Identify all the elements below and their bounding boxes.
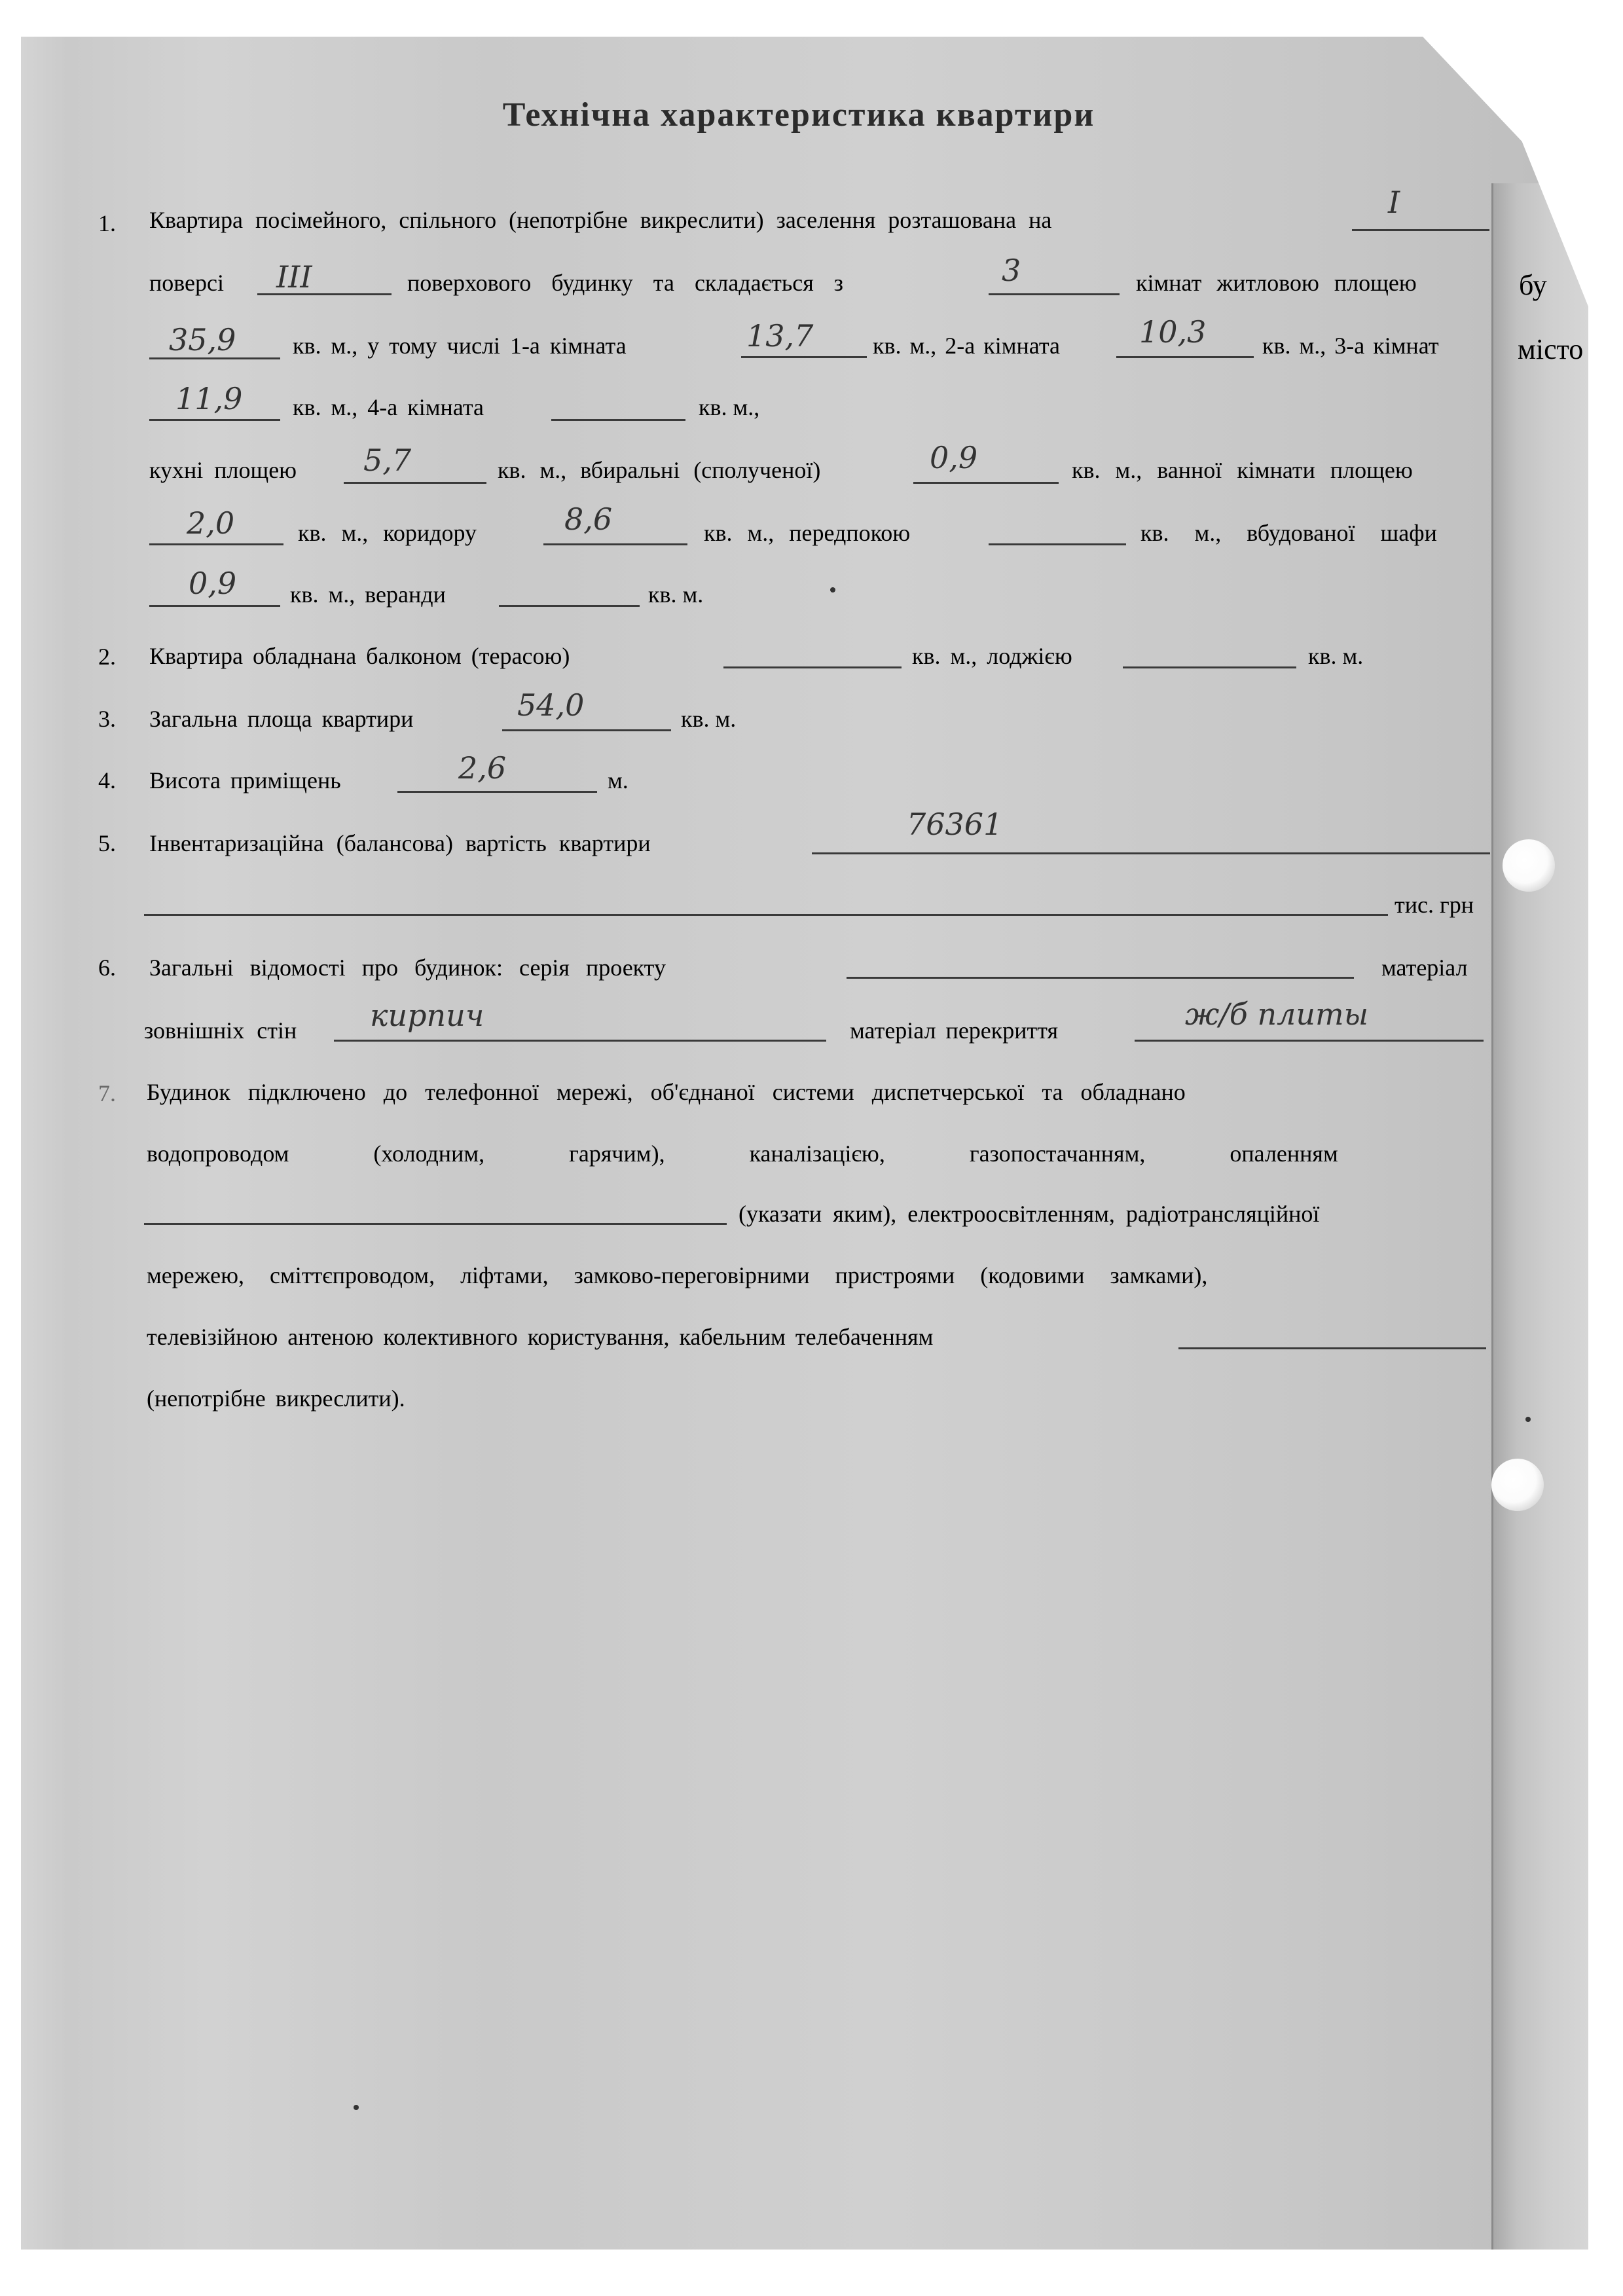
value-bath: 2,0	[187, 505, 235, 541]
field-room3	[149, 419, 280, 421]
item7-line6: (непотрібне викреслити).	[147, 1385, 405, 1412]
value-room2: 10,3	[1139, 314, 1207, 350]
value-storeys: III	[276, 259, 312, 295]
value-rooms: 3	[1002, 253, 1021, 288]
value-closet: 0,9	[189, 566, 237, 601]
field-loggia	[1123, 666, 1296, 668]
item7-line5: телевізійною антеною колективного користування, кабельним телебаченням	[147, 1324, 934, 1350]
field-hall	[989, 543, 1126, 545]
item1-label-room2: кв. м., 2-а кімната	[873, 333, 1060, 359]
item2-label-unit: кв. м.	[1308, 643, 1364, 669]
page-title: Технічна характеристика квартири	[502, 96, 1095, 134]
item7-line1: Будинок підключено до телефонної мережі, об'єднаної системи диспетчерської та обладнано	[147, 1079, 1186, 1105]
value-room3: 11,9	[175, 381, 243, 416]
field-floor	[1352, 229, 1489, 231]
field-floors	[1135, 1040, 1484, 1042]
item1-label-toilet: кв. м., вбиральні (сполученої)	[498, 457, 821, 483]
value-corridor: 8,6	[564, 501, 613, 537]
field-kitchen	[344, 482, 486, 484]
item1-label-poversi: поверсі	[149, 270, 225, 296]
specks	[1525, 1417, 1531, 1422]
value-kitchen: 5,7	[363, 443, 412, 478]
item1-label-building: поверхового будинку та складається з	[407, 270, 844, 296]
item1-line1: Квартира посімейного, спільного (непотрібне викреслити) заселення розташована на	[149, 207, 1052, 233]
field-height	[397, 791, 597, 793]
value-room1: 13,7	[746, 318, 814, 354]
item-number-3: 3.	[98, 706, 116, 732]
field-room1	[741, 356, 867, 358]
field-veranda	[499, 605, 640, 607]
field-walls	[334, 1040, 826, 1042]
item2-label-loggia: кв. м., лоджією	[912, 643, 1072, 669]
value-floor: I	[1388, 185, 1400, 220]
item1-label-room1: кв. м., у тому числі 1-а кімната	[293, 333, 627, 359]
field-closet	[149, 605, 280, 607]
item6-label-series: Загальні відомості про будинок: серія проекту	[149, 955, 666, 981]
value-walls: кирпич	[370, 998, 484, 1033]
field-corridor	[543, 543, 687, 545]
item1-label-corridor: кв. м., коридору	[298, 520, 477, 546]
item7-line2: водопроводом (холодним, гарячим), каналізацією, газопостачанням, опаленням	[147, 1140, 1338, 1167]
item1-label-living: кімнат житловою площею	[1136, 270, 1417, 296]
field-cable-tv	[1178, 1347, 1486, 1349]
item1-label-hall: кв. м., передпокою	[704, 520, 911, 546]
field-living-area	[149, 357, 280, 359]
field-rooms	[989, 293, 1120, 295]
field-total-area	[502, 729, 671, 731]
item1-label-closet: кв. м., вбудованої шафи	[1140, 520, 1437, 546]
value-balance: 76361	[907, 807, 1003, 842]
item2-label-balcony: Квартира обладнана балконом (терасою)	[149, 643, 570, 669]
punch-hole-bottom	[1491, 1459, 1544, 1511]
value-toilet: 0,9	[930, 440, 978, 475]
item1-label-veranda-unit: кв. м.	[648, 581, 704, 608]
item1-label-veranda: кв. м., веранди	[290, 581, 446, 608]
item1-label-room4-unit: кв. м.,	[699, 394, 760, 420]
item1-label-kitchen: кухні площею	[149, 457, 297, 483]
edge-text-misto: місто	[1518, 333, 1584, 365]
item3-label-unit: кв. м.	[681, 706, 737, 732]
item-number-2: 2.	[98, 644, 116, 670]
field-value	[812, 852, 1490, 854]
item6-label-floors: матеріал перекриття	[850, 1017, 1059, 1044]
value-height: 2,6	[458, 750, 507, 786]
field-heating	[144, 1223, 727, 1225]
punch-hole-top	[1503, 839, 1555, 892]
item4-label-height: Висота приміщень	[149, 767, 341, 793]
value-living-area: 35,9	[169, 322, 236, 357]
item1-label-room4: кв. м., 4-а кімната	[293, 394, 484, 420]
item7-line3: (указати яким), електроосвітленням, радіотрансляційної	[739, 1201, 1320, 1227]
value-floors: ж/б плиты	[1185, 996, 1369, 1032]
field-toilet	[913, 482, 1059, 484]
page-edge-strip	[1491, 183, 1588, 2250]
field-room4	[551, 419, 685, 421]
item-number-7: 7.	[98, 1080, 116, 1106]
field-bath	[149, 543, 283, 545]
field-room2	[1116, 356, 1254, 358]
item1-label-room3: кв. м., 3-а кімнат	[1262, 333, 1439, 359]
item6-label-material: матеріал	[1381, 955, 1468, 981]
item-number-5: 5.	[98, 830, 116, 856]
specks	[830, 587, 835, 592]
edge-text-bu: бу	[1519, 269, 1547, 301]
item4-label-unit: м.	[608, 767, 629, 793]
item3-label-total: Загальна площа квартири	[149, 706, 414, 732]
item-number-6: 6.	[98, 955, 116, 981]
item6-label-walls: зовнішніх стін	[144, 1017, 297, 1044]
item5-label-value: Інвентаризаційна (балансова) вартість квартири	[149, 830, 651, 856]
value-total-area: 54,0	[517, 687, 585, 723]
field-value-cont	[144, 914, 1388, 916]
field-balcony	[723, 666, 902, 668]
specks	[354, 2105, 359, 2110]
field-series	[847, 977, 1354, 979]
item-number-1: 1.	[98, 210, 116, 236]
item-number-4: 4.	[98, 767, 116, 793]
item1-label-bath: кв. м., ванної кімнати площею	[1072, 457, 1413, 483]
item5-label-unit: тис. грн	[1395, 892, 1474, 918]
item7-line4: мережею, сміттєпроводом, ліфтами, замково-переговірними пристроями (кодовими замками),	[147, 1262, 1208, 1288]
